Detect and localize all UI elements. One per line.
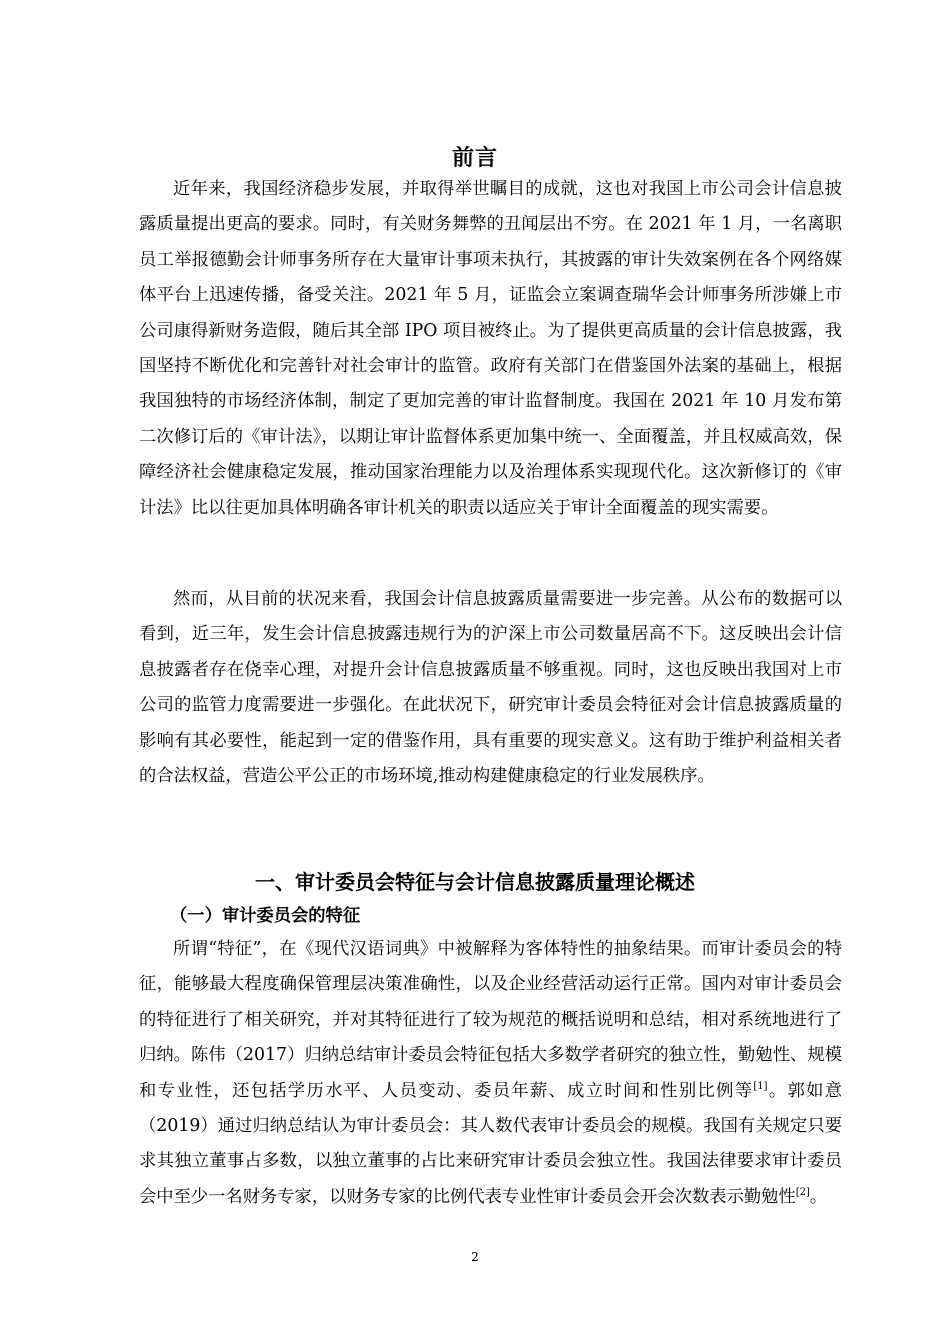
section-paragraph-part3: 。 [809, 1186, 828, 1207]
citation-ref-1: [1] [753, 1080, 768, 1092]
preface-title: 前言 [451, 145, 498, 171]
page-number: 2 [471, 1250, 479, 1264]
preface-paragraph-1: 近年来，我国经济稳步发展，并取得举世瞩目的成就，这也对我国上市公司会计信息披露质量提出更高的要求。同时，有关财务舞弊的丑闻层出不穷。在 2021 年 1 月，一名离职员工举报德勤会计师事务所存在大量审计事项未执行，其披露的审计失效案例在各个网络媒体平台上迅速传播，备受关注。2021 年 5 月，证监会立案调查瑞华会计师事务所涉嫌上市公司康得新财务造假，随后其全部 IPO 项目被终止。为了提供更高质量的会计信息披露，我国坚持不断优化和完善针对社会审计的监管。政府有关部门在借鉴国外法案的基础上，根据我国独特的市场经济体制，制定了更加完善的审计监督制度。我国在 2021 年 10 月发布第二次修订后的《审计法》，以期让审计监督体系更加集中统一、全面覆盖，并且权威高效，保障经济社会健康稳定发展，推动国家治理能力以及治理体系实现现代化。这次新修订的《审计法》比以往更加具体明确各审计机关的职责以适应关于审计全面覆盖的现实需要。 [139, 179, 842, 518]
section-paragraph-part2: 。郭如意（2019）通过归纳总结认为审计委员会：其人数代表审计委员会的规模。我国有关规定只要求其独立董事占多数，以独立董事的占比来研究审计委员会独立性。我国法律要求审计委员会中至少一名财务专家，以财务专家的比例代表专业性审计委员会开会次数表示勤勉性 [139, 1080, 842, 1207]
section-title: 一、审计委员会特征与会计信息披露质量理论概述 [255, 870, 695, 894]
section-paragraph [139, 932, 842, 1215]
subsection-title: （一）审计委员会的特征 [170, 906, 361, 926]
citation-ref-2: [2] [795, 1186, 810, 1198]
preface-paragraph-2: 然而，从目前的状况来看，我国会计信息披露质量需要进一步完善。从公布的数据可以看到，近三年，发生会计信息披露违规行为的沪深上市公司数量居高不下。这反映出会计信息披露者存在侥幸心理，对提升会计信息披露质量不够重视。同时，这也反映出我国对上市公司的监管力度需要进一步强化。在此状况下，研究审计委员会特征对会计信息披露质量的影响有其必要性，能起到一定的借鉴作用，具有重要的现实意义。这有助于维护利益相关者的合法权益，营造公平公正的市场环境,推动构建健康稳定的行业发展秩序。 [139, 589, 842, 787]
section-paragraph-part1: 所谓“特征”，在《现代汉语词典》中被解释为客体特性的抽象结果。而审计委员会的特征，能够最大程度确保管理层决策准确性，以及企业经营活动运行正常。国内对审计委员会的特征进行了相关研究，并对其特征进行了较为规范的概括说明和总结，相对系统地进行了归纳。陈伟（2017）归纳总结审计委员会特征包括大多数学者研究的独立性，勤勉性、规模和专业性，还包括学历水平、人员变动、委员年薪、成立时间和性别比例等 [139, 939, 842, 1101]
